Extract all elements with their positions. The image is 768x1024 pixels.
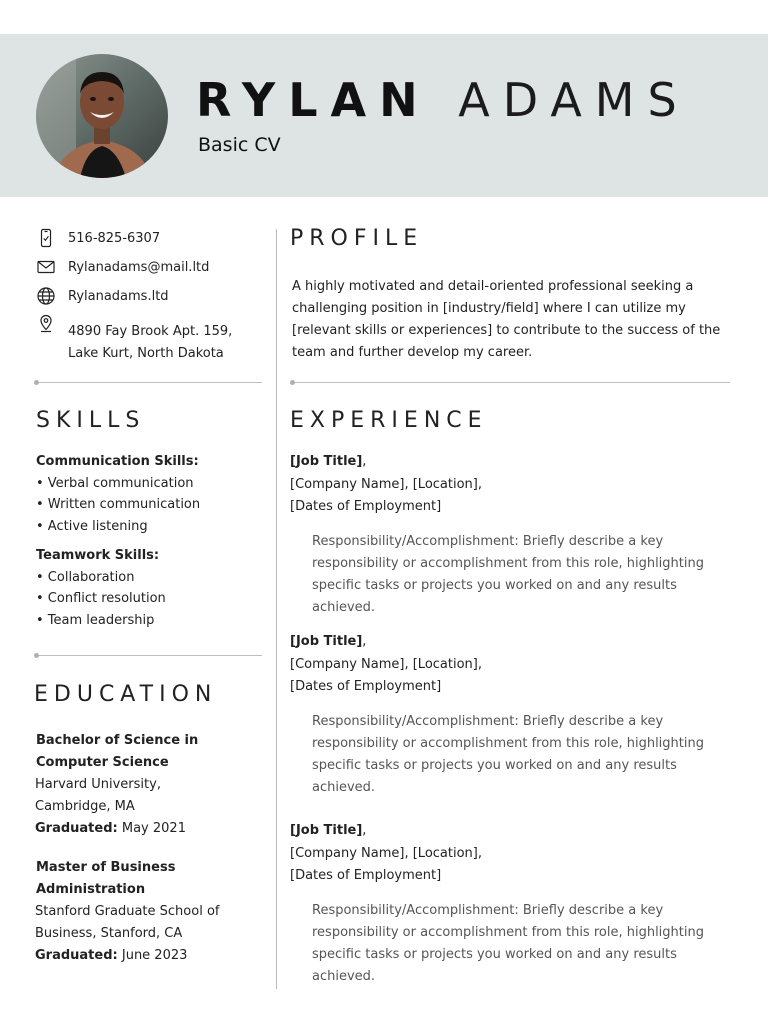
school-line: Harvard University,: [35, 777, 161, 792]
cv-subtitle: Basic CV: [198, 134, 281, 156]
location-pin-icon: [36, 313, 56, 333]
job-description: Responsibility/Accomplishment: Briefly describe a key responsibility or accomplishment from this role, highlighting specific tasks or projects you worked on and any results achieved.: [312, 533, 704, 615]
avatar: [36, 54, 168, 178]
contact-address: [36, 313, 232, 365]
header-band: [0, 34, 768, 197]
phone-number: 516-825-6307: [68, 231, 161, 246]
right-divider: [292, 382, 730, 383]
dates-line: [Dates of Employment]: [290, 499, 442, 514]
company-line: [Company Name], [Location],: [290, 845, 482, 861]
email-address[interactable]: Rylanadams@mail.ltd: [68, 260, 210, 275]
job-title-suffix: ,: [362, 454, 367, 469]
school-line: Stanford Graduate School of: [35, 904, 220, 919]
job-title: [Job Title]: [290, 634, 363, 649]
last-name: ADAMS: [458, 73, 690, 127]
education-entry: [35, 857, 219, 967]
experience-entry: [290, 820, 712, 988]
contact-phone: [36, 228, 160, 250]
graduated-line: [35, 818, 198, 840]
skill-group-heading: Communication Skills:: [36, 454, 199, 469]
skill-item: • Written communication: [36, 497, 201, 512]
column-divider: [276, 229, 277, 989]
experience-entry: [290, 631, 712, 799]
skill-item: • Active listening: [36, 518, 148, 534]
education-title: EDUCATION: [34, 682, 218, 707]
job-title-suffix: ,: [362, 634, 367, 649]
school-line: Cambridge, MA: [35, 799, 135, 814]
graduated-date: May 2021: [117, 821, 186, 836]
skill-group-heading: Teamwork Skills:: [36, 548, 160, 563]
profile-photo: [36, 54, 168, 178]
graduated-date: June 2023: [117, 948, 188, 963]
dates-line: [Dates of Employment]: [290, 679, 442, 694]
skill-item: • Conflict resolution: [36, 591, 166, 606]
graduated-label: Graduated:: [35, 821, 118, 836]
mail-icon: [36, 257, 56, 277]
degree-line: Bachelor of Science in: [36, 733, 199, 748]
contact-email: [36, 257, 209, 279]
job-description: Responsibility/Accomplishment: Briefly describe a key responsibility or accomplishment from this role, highlighting specific tasks or projects you worked on and any results achieved.: [312, 902, 704, 984]
degree-line: Master of Business: [36, 860, 176, 875]
job-title: [Job Title]: [290, 454, 363, 469]
graduated-line: [35, 945, 219, 967]
globe-icon: [36, 286, 56, 306]
skill-item: • Verbal communication: [36, 475, 194, 491]
job-title: [Job Title]: [290, 823, 363, 838]
skill-item: • Collaboration: [36, 569, 135, 585]
first-name: RYLAN: [196, 73, 431, 127]
degree-line: Computer Science: [36, 755, 169, 770]
address-text: [68, 313, 232, 365]
skill-item: • Team leadership: [36, 612, 155, 628]
degree-line: Administration: [36, 882, 146, 897]
website-url[interactable]: Rylanadams.ltd: [68, 289, 169, 304]
experience-entry: [290, 451, 712, 619]
job-title-line: [290, 820, 712, 843]
dates-line: [Dates of Employment]: [290, 868, 442, 883]
experience-title: EXPERIENCE: [290, 408, 488, 433]
school-line: Business, Stanford, CA: [35, 926, 183, 941]
profile-summary: A highly motivated and detail-oriented professional seeking a challenging position in [industry/field] where I can utilize my [relevant skills or experiences] to contribute to the success of the team and further develop my career.: [292, 279, 721, 360]
phone-icon: [36, 228, 56, 248]
skills-list: [36, 451, 200, 631]
job-description: Responsibility/Accomplishment: Briefly describe a key responsibility or accomplishment from this role, highlighting specific tasks or projects you worked on and any results achieved.: [312, 713, 704, 795]
job-title-line: [290, 631, 712, 654]
graduated-label: Graduated:: [35, 948, 118, 963]
skills-title: SKILLS: [36, 408, 146, 433]
company-line: [Company Name], [Location],: [290, 476, 482, 492]
address-line-1: 4890 Fay Brook Apt. 159,: [68, 324, 233, 339]
job-title-line: [290, 451, 712, 474]
company-line: [Company Name], [Location],: [290, 656, 482, 672]
contact-website: [36, 286, 169, 308]
left-divider-1: [36, 382, 262, 383]
left-divider-2: [36, 655, 262, 656]
profile-title: PROFILE: [290, 226, 424, 251]
education-entry: [35, 730, 198, 840]
job-title-suffix: ,: [362, 823, 367, 838]
candidate-name: [196, 72, 690, 128]
address-line-2: Lake Kurt, North Dakota: [68, 346, 224, 361]
